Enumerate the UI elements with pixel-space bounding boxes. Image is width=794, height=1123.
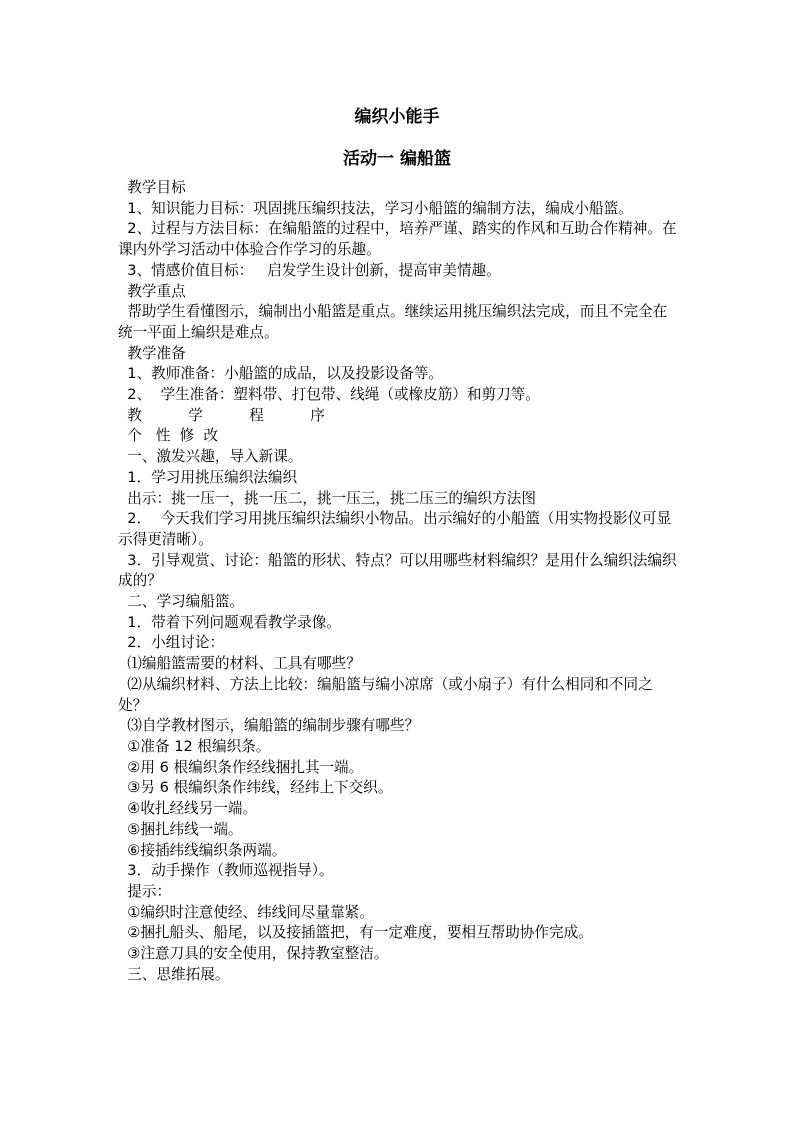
heading-teaching-goals: 教学目标 [118,179,186,196]
goal-process: 2、过程与方法目标：在编船篮的过程中，培养严谨、踏实的作风和互助合作精神。在课内外学习活动中体验合作学习的乐趣。 [118,220,677,259]
section-two: 二、学习编船篮。 [118,593,245,611]
heading-key-points: 教学重点 [118,282,186,300]
activity-title: 活动一 编船篮 [343,149,451,169]
step-2-3: 3．动手操作（教师巡视指导）。 [118,862,334,880]
weave-step-5: ⑤捆扎纬线一端。 [118,820,243,838]
weave-step-3: ③另 6 根编织条作纬线，经纬上下交织。 [118,779,393,797]
show-methods: 出示：挑一压一，挑一压二，挑一压三，挑二压三的编织方法图 [118,489,536,507]
section-one: 一、激发兴趣，导入新课。 [118,448,303,466]
key-points-text: 帮助学生看懂图示，编制出小船篮是重点。继续运用挑压编织法完成，而且不完全在统一平面上编织是难点。 [118,303,668,341]
heading-personal-edit: 个 性 修 改 [118,427,219,445]
heading-preparation: 教学准备 [118,344,186,362]
question-3: ⑶自学教材图示，编船篮的编制步骤有哪些？ [118,717,420,735]
prep-student: 2、 学生准备：塑料带、打包带、线绳（或橡皮筋）和剪刀等。 [118,386,540,404]
weave-step-4: ④收扎经线另一端。 [118,800,258,818]
step-1-2: 2． 今天我们学习用挑压编织法编织小物品。出示编好的小船篮（用实物投影仪可显示得更清晰）。 [118,510,672,548]
step-1-3: 3．引导观赏、讨论：船篮的形状、特点？可以用哪些材料编织？是用什么编织法编织成的？ [118,551,677,590]
step-1-1: 1．学习用挑压编织法编织 [118,468,298,486]
tip-3: ③注意刀具的安全使用，保持教室整洁。 [118,945,389,963]
step-2-1: 1．带着下列问题观看教学录像。 [118,613,341,631]
prep-teacher: 1、教师准备：小船篮的成品，以及投影设备等。 [118,365,444,383]
question-1: ⑴编船篮需要的材料、工具有哪些？ [118,655,361,673]
step-2-2: 2．小组讨论： [118,634,225,652]
heading-procedure: 教 学 程 序 [118,406,325,424]
weave-step-2: ②用 6 根编织条作经线捆扎其一端。 [118,758,364,776]
goal-knowledge: 1、知识能力目标：巩固挑压编织技法，学习小船篮的编制方法，编成小船篮。 [118,199,633,217]
tips-heading: 提示： [118,882,172,900]
tip-2: ②捆扎船头、船尾，以及接插篮把，有一定难度，要相互帮助协作完成。 [118,924,593,942]
weave-step-6: ⑥接插纬线编织条两端。 [118,841,287,859]
document-body [118,178,678,985]
document-title: 编织小能手 [354,107,440,127]
section-three: 三、思维拓展。 [118,965,230,983]
tip-1: ①编织时注意使经、纬线间尽量靠紧。 [118,903,374,921]
question-2: ⑵从编织材料、方法上比较：编船篮与编小凉席（或小扇子）有什么相同和不同之处？ [118,675,653,714]
goal-emotion: 3、情感价值目标： 启发学生设计创新，提高审美情趣。 [118,261,501,279]
weave-step-1: ①准备 12 根编织条。 [118,737,271,755]
